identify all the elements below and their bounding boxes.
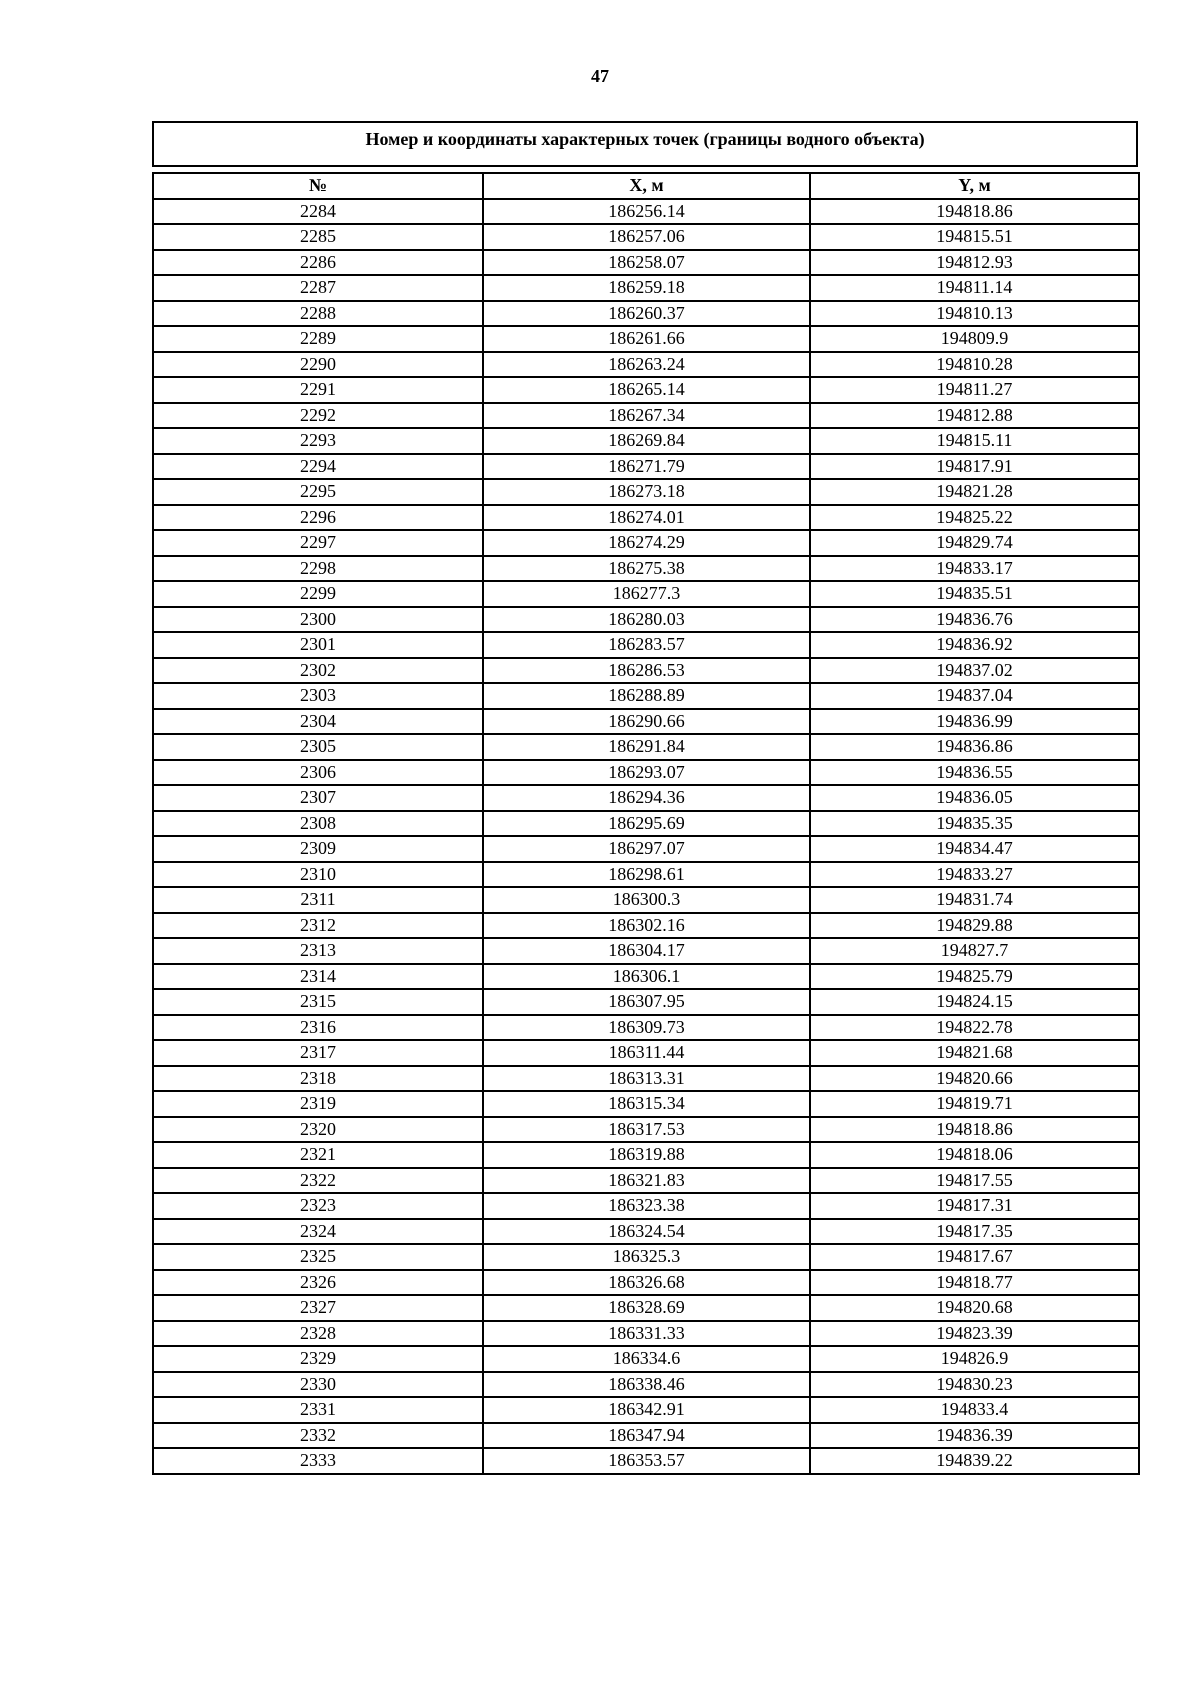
point-number-cell: 2299: [153, 581, 483, 607]
y-coordinate-cell: 194831.74: [810, 887, 1139, 913]
point-number-cell: 2297: [153, 530, 483, 556]
point-number-cell: 2294: [153, 454, 483, 480]
x-coordinate-cell: 186275.38: [483, 556, 810, 582]
point-number-cell: 2289: [153, 326, 483, 352]
table-row: [153, 811, 1139, 837]
table-row: [153, 760, 1139, 786]
x-coordinate-cell: 186304.17: [483, 938, 810, 964]
y-coordinate-cell: 194839.22: [810, 1448, 1139, 1474]
x-coordinate-cell: 186293.07: [483, 760, 810, 786]
x-coordinate-cell: 186323.38: [483, 1193, 810, 1219]
point-number-cell: 2298: [153, 556, 483, 582]
y-coordinate-cell: 194810.28: [810, 352, 1139, 378]
table-row: [153, 1193, 1139, 1219]
table-row: [153, 938, 1139, 964]
x-coordinate-cell: 186277.3: [483, 581, 810, 607]
y-coordinate-cell: 194827.7: [810, 938, 1139, 964]
point-number-cell: 2314: [153, 964, 483, 990]
point-number-cell: 2290: [153, 352, 483, 378]
table-body: [153, 199, 1139, 1474]
table-row: [153, 632, 1139, 658]
point-number-cell: 2301: [153, 632, 483, 658]
x-coordinate-cell: 186324.54: [483, 1219, 810, 1245]
y-coordinate-cell: 194836.92: [810, 632, 1139, 658]
x-coordinate-cell: 186334.6: [483, 1346, 810, 1372]
y-coordinate-cell: 194833.17: [810, 556, 1139, 582]
y-coordinate-cell: 194835.51: [810, 581, 1139, 607]
x-coordinate-cell: 186259.18: [483, 275, 810, 301]
table-row: [153, 989, 1139, 1015]
table-row: [153, 1295, 1139, 1321]
table-row: [153, 275, 1139, 301]
x-coordinate-cell: 186288.89: [483, 683, 810, 709]
point-number-cell: 2315: [153, 989, 483, 1015]
table-row: [153, 1321, 1139, 1347]
point-number-cell: 2321: [153, 1142, 483, 1168]
y-coordinate-cell: 194817.67: [810, 1244, 1139, 1270]
point-number-cell: 2332: [153, 1423, 483, 1449]
table-row: [153, 301, 1139, 327]
table-row: [153, 709, 1139, 735]
point-number-cell: 2318: [153, 1066, 483, 1092]
table-row: [153, 836, 1139, 862]
point-number-cell: 2312: [153, 913, 483, 939]
x-coordinate-cell: 186257.06: [483, 224, 810, 250]
y-coordinate-cell: 194821.28: [810, 479, 1139, 505]
y-coordinate-cell: 194817.55: [810, 1168, 1139, 1194]
y-coordinate-cell: 194811.27: [810, 377, 1139, 403]
x-coordinate-cell: 186317.53: [483, 1117, 810, 1143]
table-row: [153, 862, 1139, 888]
y-coordinate-cell: 194823.39: [810, 1321, 1139, 1347]
point-number-cell: 2302: [153, 658, 483, 684]
table-row: [153, 224, 1139, 250]
x-coordinate-cell: 186338.46: [483, 1372, 810, 1398]
y-coordinate-cell: 194815.11: [810, 428, 1139, 454]
table-row: [153, 785, 1139, 811]
point-number-cell: 2324: [153, 1219, 483, 1245]
y-coordinate-cell: 194817.31: [810, 1193, 1139, 1219]
table-row: [153, 1168, 1139, 1194]
y-coordinate-cell: 194830.23: [810, 1372, 1139, 1398]
point-number-cell: 2331: [153, 1397, 483, 1423]
x-coordinate-cell: 186258.07: [483, 250, 810, 276]
point-number-cell: 2284: [153, 199, 483, 225]
y-coordinate-cell: 194820.66: [810, 1066, 1139, 1092]
x-coordinate-cell: 186273.18: [483, 479, 810, 505]
x-coordinate-cell: 186306.1: [483, 964, 810, 990]
table-row: [153, 607, 1139, 633]
x-coordinate-cell: 186300.3: [483, 887, 810, 913]
table-row: [153, 250, 1139, 276]
table-row: [153, 887, 1139, 913]
x-coordinate-cell: 186267.34: [483, 403, 810, 429]
y-coordinate-cell: 194819.71: [810, 1091, 1139, 1117]
table-row: [153, 1040, 1139, 1066]
table-row: [153, 658, 1139, 684]
y-coordinate-cell: 194815.51: [810, 224, 1139, 250]
point-number-cell: 2288: [153, 301, 483, 327]
y-coordinate-cell: 194836.76: [810, 607, 1139, 633]
y-coordinate-cell: 194818.06: [810, 1142, 1139, 1168]
point-number-cell: 2287: [153, 275, 483, 301]
y-coordinate-cell: 194833.4: [810, 1397, 1139, 1423]
y-coordinate-cell: 194836.39: [810, 1423, 1139, 1449]
table-row: [153, 1015, 1139, 1041]
point-number-cell: 2328: [153, 1321, 483, 1347]
table-row: [153, 734, 1139, 760]
y-coordinate-cell: 194836.86: [810, 734, 1139, 760]
table-header-row: [153, 173, 1139, 199]
y-coordinate-cell: 194812.88: [810, 403, 1139, 429]
table-row: [153, 454, 1139, 480]
table-row: [153, 683, 1139, 709]
y-coordinate-cell: 194833.27: [810, 862, 1139, 888]
point-number-cell: 2323: [153, 1193, 483, 1219]
x-coordinate-cell: 186283.57: [483, 632, 810, 658]
point-number-cell: 2293: [153, 428, 483, 454]
x-coordinate-cell: 186261.66: [483, 326, 810, 352]
y-coordinate-cell: 194825.79: [810, 964, 1139, 990]
table-row: [153, 581, 1139, 607]
x-coordinate-cell: 186291.84: [483, 734, 810, 760]
point-number-cell: 2311: [153, 887, 483, 913]
table-row: [153, 1244, 1139, 1270]
x-coordinate-cell: 186331.33: [483, 1321, 810, 1347]
x-coordinate-cell: 186271.79: [483, 454, 810, 480]
y-coordinate-cell: 194817.35: [810, 1219, 1139, 1245]
x-coordinate-cell: 186269.84: [483, 428, 810, 454]
header-x: X, м: [483, 173, 810, 199]
point-number-cell: 2303: [153, 683, 483, 709]
y-coordinate-cell: 194818.86: [810, 199, 1139, 225]
y-coordinate-cell: 194820.68: [810, 1295, 1139, 1321]
x-coordinate-cell: 186290.66: [483, 709, 810, 735]
table-row: [153, 1142, 1139, 1168]
table-row: [153, 530, 1139, 556]
y-coordinate-cell: 194811.14: [810, 275, 1139, 301]
table-row: [153, 1270, 1139, 1296]
table-row: [153, 1091, 1139, 1117]
x-coordinate-cell: 186294.36: [483, 785, 810, 811]
page-number: 47: [591, 66, 609, 86]
x-coordinate-cell: 186315.34: [483, 1091, 810, 1117]
x-coordinate-cell: 186342.91: [483, 1397, 810, 1423]
table-row: [153, 1397, 1139, 1423]
table-row: [153, 377, 1139, 403]
y-coordinate-cell: 194812.93: [810, 250, 1139, 276]
y-coordinate-cell: 194837.04: [810, 683, 1139, 709]
y-coordinate-cell: 194836.99: [810, 709, 1139, 735]
y-coordinate-cell: 194809.9: [810, 326, 1139, 352]
x-coordinate-cell: 186311.44: [483, 1040, 810, 1066]
point-number-cell: 2325: [153, 1244, 483, 1270]
point-number-cell: 2329: [153, 1346, 483, 1372]
x-coordinate-cell: 186319.88: [483, 1142, 810, 1168]
table-row: [153, 1066, 1139, 1092]
point-number-cell: 2319: [153, 1091, 483, 1117]
point-number-cell: 2291: [153, 377, 483, 403]
x-coordinate-cell: 186298.61: [483, 862, 810, 888]
x-coordinate-cell: 186326.68: [483, 1270, 810, 1296]
y-coordinate-cell: 194829.88: [810, 913, 1139, 939]
table-row: [153, 913, 1139, 939]
x-coordinate-cell: 186274.29: [483, 530, 810, 556]
table-row: [153, 326, 1139, 352]
x-coordinate-cell: 186307.95: [483, 989, 810, 1015]
x-coordinate-cell: 186263.24: [483, 352, 810, 378]
y-coordinate-cell: 194818.77: [810, 1270, 1139, 1296]
x-coordinate-cell: 186321.83: [483, 1168, 810, 1194]
point-number-cell: 2300: [153, 607, 483, 633]
point-number-cell: 2330: [153, 1372, 483, 1398]
point-number-cell: 2326: [153, 1270, 483, 1296]
table-row: [153, 556, 1139, 582]
table-row: [153, 352, 1139, 378]
x-coordinate-cell: 186295.69: [483, 811, 810, 837]
x-coordinate-cell: 186260.37: [483, 301, 810, 327]
x-coordinate-cell: 186286.53: [483, 658, 810, 684]
coordinates-table-container: [152, 121, 1138, 1475]
point-number-cell: 2295: [153, 479, 483, 505]
point-number-cell: 2333: [153, 1448, 483, 1474]
x-coordinate-cell: 186297.07: [483, 836, 810, 862]
x-coordinate-cell: 186265.14: [483, 377, 810, 403]
y-coordinate-cell: 194836.55: [810, 760, 1139, 786]
point-number-cell: 2316: [153, 1015, 483, 1041]
x-coordinate-cell: 186313.31: [483, 1066, 810, 1092]
y-coordinate-cell: 194835.35: [810, 811, 1139, 837]
header-y: Y, м: [810, 173, 1139, 199]
x-coordinate-cell: 186347.94: [483, 1423, 810, 1449]
point-number-cell: 2322: [153, 1168, 483, 1194]
point-number-cell: 2307: [153, 785, 483, 811]
y-coordinate-cell: 194824.15: [810, 989, 1139, 1015]
y-coordinate-cell: 194818.86: [810, 1117, 1139, 1143]
y-coordinate-cell: 194826.9: [810, 1346, 1139, 1372]
table-row: [153, 199, 1139, 225]
y-coordinate-cell: 194834.47: [810, 836, 1139, 862]
table-row: [153, 1372, 1139, 1398]
table-row: [153, 403, 1139, 429]
table-row: [153, 964, 1139, 990]
point-number-cell: 2304: [153, 709, 483, 735]
point-number-cell: 2309: [153, 836, 483, 862]
point-number-cell: 2296: [153, 505, 483, 531]
y-coordinate-cell: 194810.13: [810, 301, 1139, 327]
y-coordinate-cell: 194817.91: [810, 454, 1139, 480]
table-title: Номер и координаты характерных точек (границы водного объекта): [152, 121, 1138, 167]
x-coordinate-cell: 186325.3: [483, 1244, 810, 1270]
x-coordinate-cell: 186302.16: [483, 913, 810, 939]
table-row: [153, 1423, 1139, 1449]
table-row: [153, 1448, 1139, 1474]
point-number-cell: 2317: [153, 1040, 483, 1066]
point-number-cell: 2306: [153, 760, 483, 786]
y-coordinate-cell: 194837.02: [810, 658, 1139, 684]
table-row: [153, 1346, 1139, 1372]
x-coordinate-cell: 186328.69: [483, 1295, 810, 1321]
table-row: [153, 505, 1139, 531]
table-row: [153, 1219, 1139, 1245]
x-coordinate-cell: 186309.73: [483, 1015, 810, 1041]
x-coordinate-cell: 186280.03: [483, 607, 810, 633]
x-coordinate-cell: 186353.57: [483, 1448, 810, 1474]
point-number-cell: 2327: [153, 1295, 483, 1321]
table-row: [153, 1117, 1139, 1143]
point-number-cell: 2305: [153, 734, 483, 760]
point-number-cell: 2320: [153, 1117, 483, 1143]
x-coordinate-cell: 186274.01: [483, 505, 810, 531]
x-coordinate-cell: 186256.14: [483, 199, 810, 225]
y-coordinate-cell: 194821.68: [810, 1040, 1139, 1066]
table-row: [153, 428, 1139, 454]
table-row: [153, 479, 1139, 505]
point-number-cell: 2292: [153, 403, 483, 429]
point-number-cell: 2285: [153, 224, 483, 250]
header-number: №: [153, 173, 483, 199]
y-coordinate-cell: 194829.74: [810, 530, 1139, 556]
point-number-cell: 2308: [153, 811, 483, 837]
point-number-cell: 2313: [153, 938, 483, 964]
y-coordinate-cell: 194825.22: [810, 505, 1139, 531]
point-number-cell: 2310: [153, 862, 483, 888]
y-coordinate-cell: 194822.78: [810, 1015, 1139, 1041]
point-number-cell: 2286: [153, 250, 483, 276]
coordinates-table: [152, 172, 1140, 1475]
y-coordinate-cell: 194836.05: [810, 785, 1139, 811]
